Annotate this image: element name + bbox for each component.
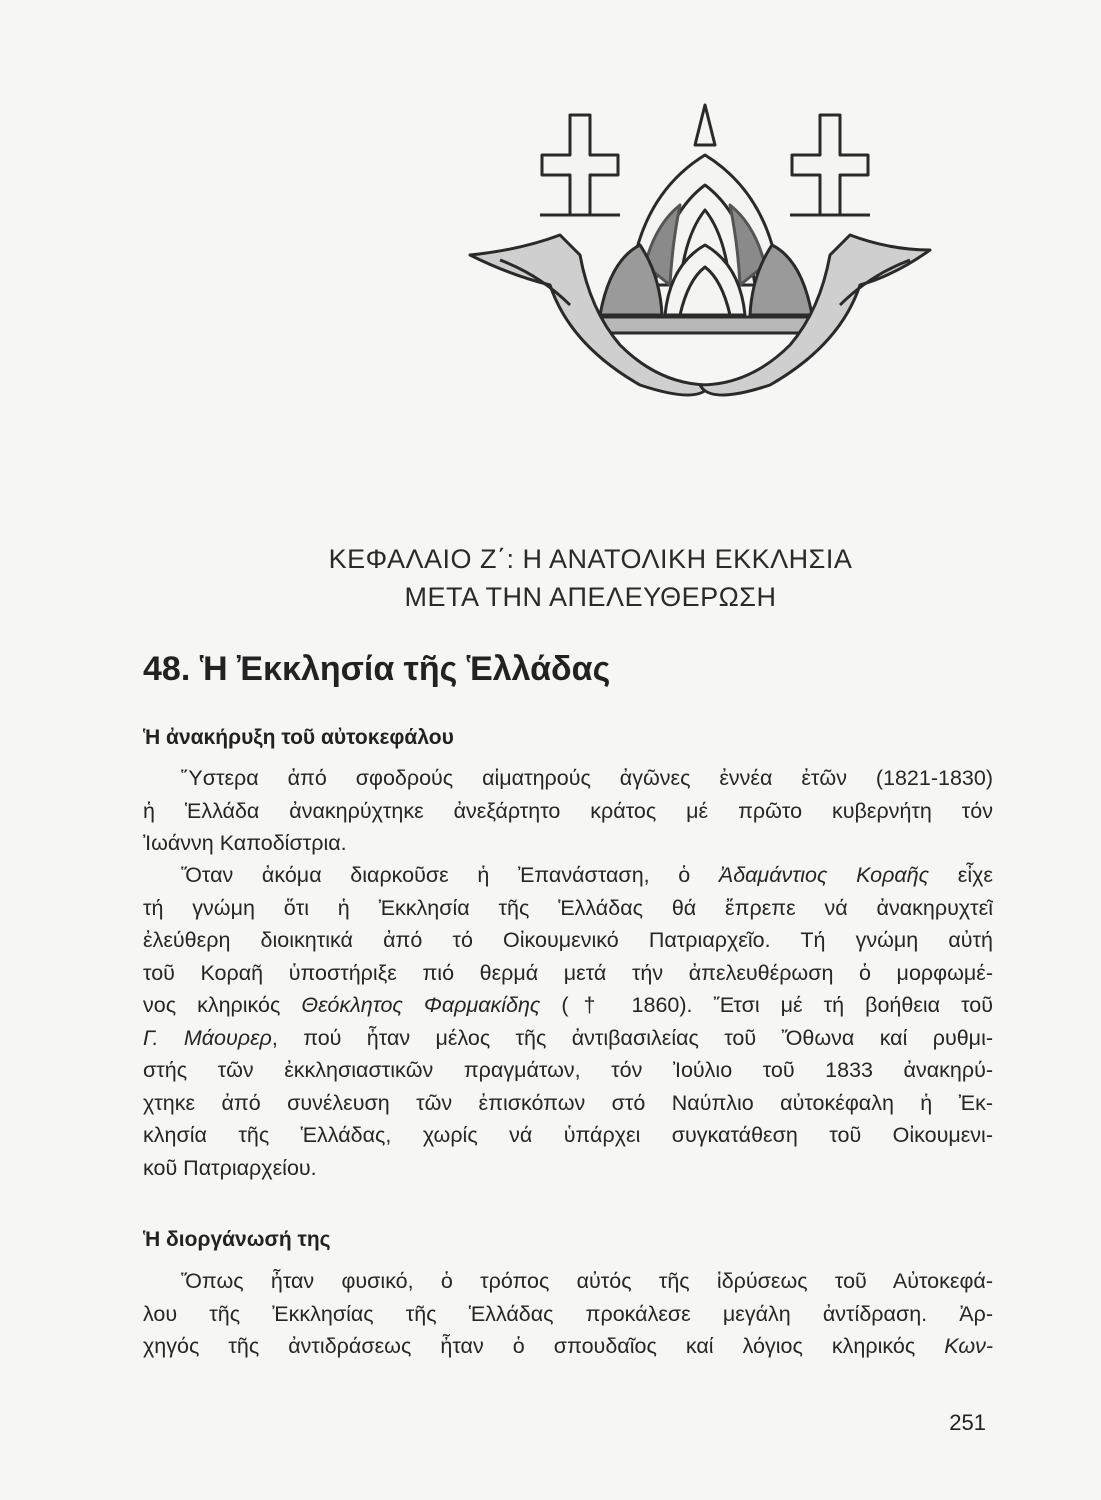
chapter-title-line1: ΚΕΦΑΛΑΙΟ Ζ΄: Η ΑΝΑΤΟΛΙΚΗ ΕΚΚΛΗΣΙΑ <box>328 544 853 574</box>
chapter-title <box>0 540 1101 616</box>
text-run: χηγός τῆς ἀντιδράσεως ἦταν ὁ σπουδαῖος καί λόγιος κληρικός <box>143 1334 945 1358</box>
text-run: νος κληρικός <box>143 993 302 1017</box>
paragraph-line <box>143 1022 993 1055</box>
text-run: Ὅταν ἀκόμα διαρκοῦσε ἡ Ἐπανάσταση, ὁ <box>181 863 719 887</box>
paragraph-line: λου τῆς Ἐκκλησίας τῆς Ἑλλάδας προκάλεσε μεγάλη ἀντίδραση. Ἀρ- <box>143 1301 993 1326</box>
paragraph-line: χτηκε ἀπό συνέλευση τῶν ἐπισκόπων στό Ναύπλιο αὐτοκέφαλη ἡ Ἐκ- <box>143 1090 993 1115</box>
text-run: († 1860). Ἔτσι μέ τή βοήθεια τοῦ <box>540 993 993 1017</box>
paragraph-2 <box>143 859 993 1184</box>
text-run: , πού ἦταν μέλος τῆς ἀντιβασιλείας τοῦ Ὄθωνα καί ρυθμι- <box>271 1025 993 1050</box>
paragraph-line: κοῦ Πατριαρχείου. <box>143 1155 317 1180</box>
paragraph-line: στής τῶν ἐκκλησιαστικῶν πραγμάτων, τόν Ἰούλιο τοῦ 1833 ἀνακηρύ- <box>143 1058 993 1082</box>
paragraph-line <box>143 859 993 892</box>
paragraph-3 <box>143 1265 993 1363</box>
paragraph-line: ἡ Ἑλλάδα ἀνακηρύχτηκε ἀνεξάρτητο κράτος μέ πρῶτο κυβερνήτη τόν <box>143 798 993 823</box>
paragraph-line: Ἰωάννη Καποδίστρια. <box>143 831 347 855</box>
person-name: Γ. Μάουρερ <box>143 1025 272 1050</box>
subheading-autocephaly: Ἡ ἀνακήρυξη τοῦ αὐτοκεφάλου <box>143 726 454 749</box>
paragraph-line: τοῦ Κοραῆ ὑποστήριξε πιό θερμά μετά τήν ἀπελευθέρωση ὁ μορφωμέ- <box>143 960 993 985</box>
chapter-title-line2: ΜΕΤΑ ΤΗΝ ΑΠΕΛΕΥΘΕΡΩΣΗ <box>404 582 777 612</box>
page-number: 251 <box>949 1410 986 1435</box>
paragraph-line: κλησία τῆς Ἑλλάδας, χωρίς νά ὑπάρχει συγκατάθεση τοῦ Οἰκουμενι- <box>143 1123 993 1147</box>
person-name: Κων- <box>944 1334 993 1358</box>
church-domes-ornament <box>440 85 940 425</box>
paragraph-line: τή γνώμη ὅτι ἡ Ἐκκλησία τῆς Ἑλλάδας θά ἔπρεπε νά ἀνακηρυχτεῖ <box>143 895 993 920</box>
paragraph-1 <box>143 762 993 860</box>
paragraph-line <box>143 989 993 1022</box>
person-name: Θεόκλητος Φαρμακίδης <box>301 993 541 1017</box>
text-run: εἶχε <box>929 863 993 887</box>
paragraph-line: ἐλεύθερη διοικητικά ἀπό τό Οἰκουμενικό Πατριαρχεῖο. Τή γνώμη αὐτή <box>143 928 993 952</box>
person-name: Ἀδαμάντιος Κοραῆς <box>718 863 930 887</box>
subheading-organization: Ἡ διοργάνωσή της <box>143 1228 331 1251</box>
section-heading: 48. Ἡ Ἐκκλησία τῆς Ἑλλάδας <box>143 650 611 688</box>
paragraph-line: Ὕστερα ἀπό σφοδρούς αἱματηρούς ἀγῶνες ἐννέα ἐτῶν (1821-1830) <box>181 766 993 790</box>
paragraph-line: Ὅπως ἦταν φυσικό, ὁ τρόπος αὐτός τῆς ἱδρύσεως τοῦ Αὐτοκεφά- <box>181 1269 993 1293</box>
paragraph-line <box>143 1330 993 1363</box>
